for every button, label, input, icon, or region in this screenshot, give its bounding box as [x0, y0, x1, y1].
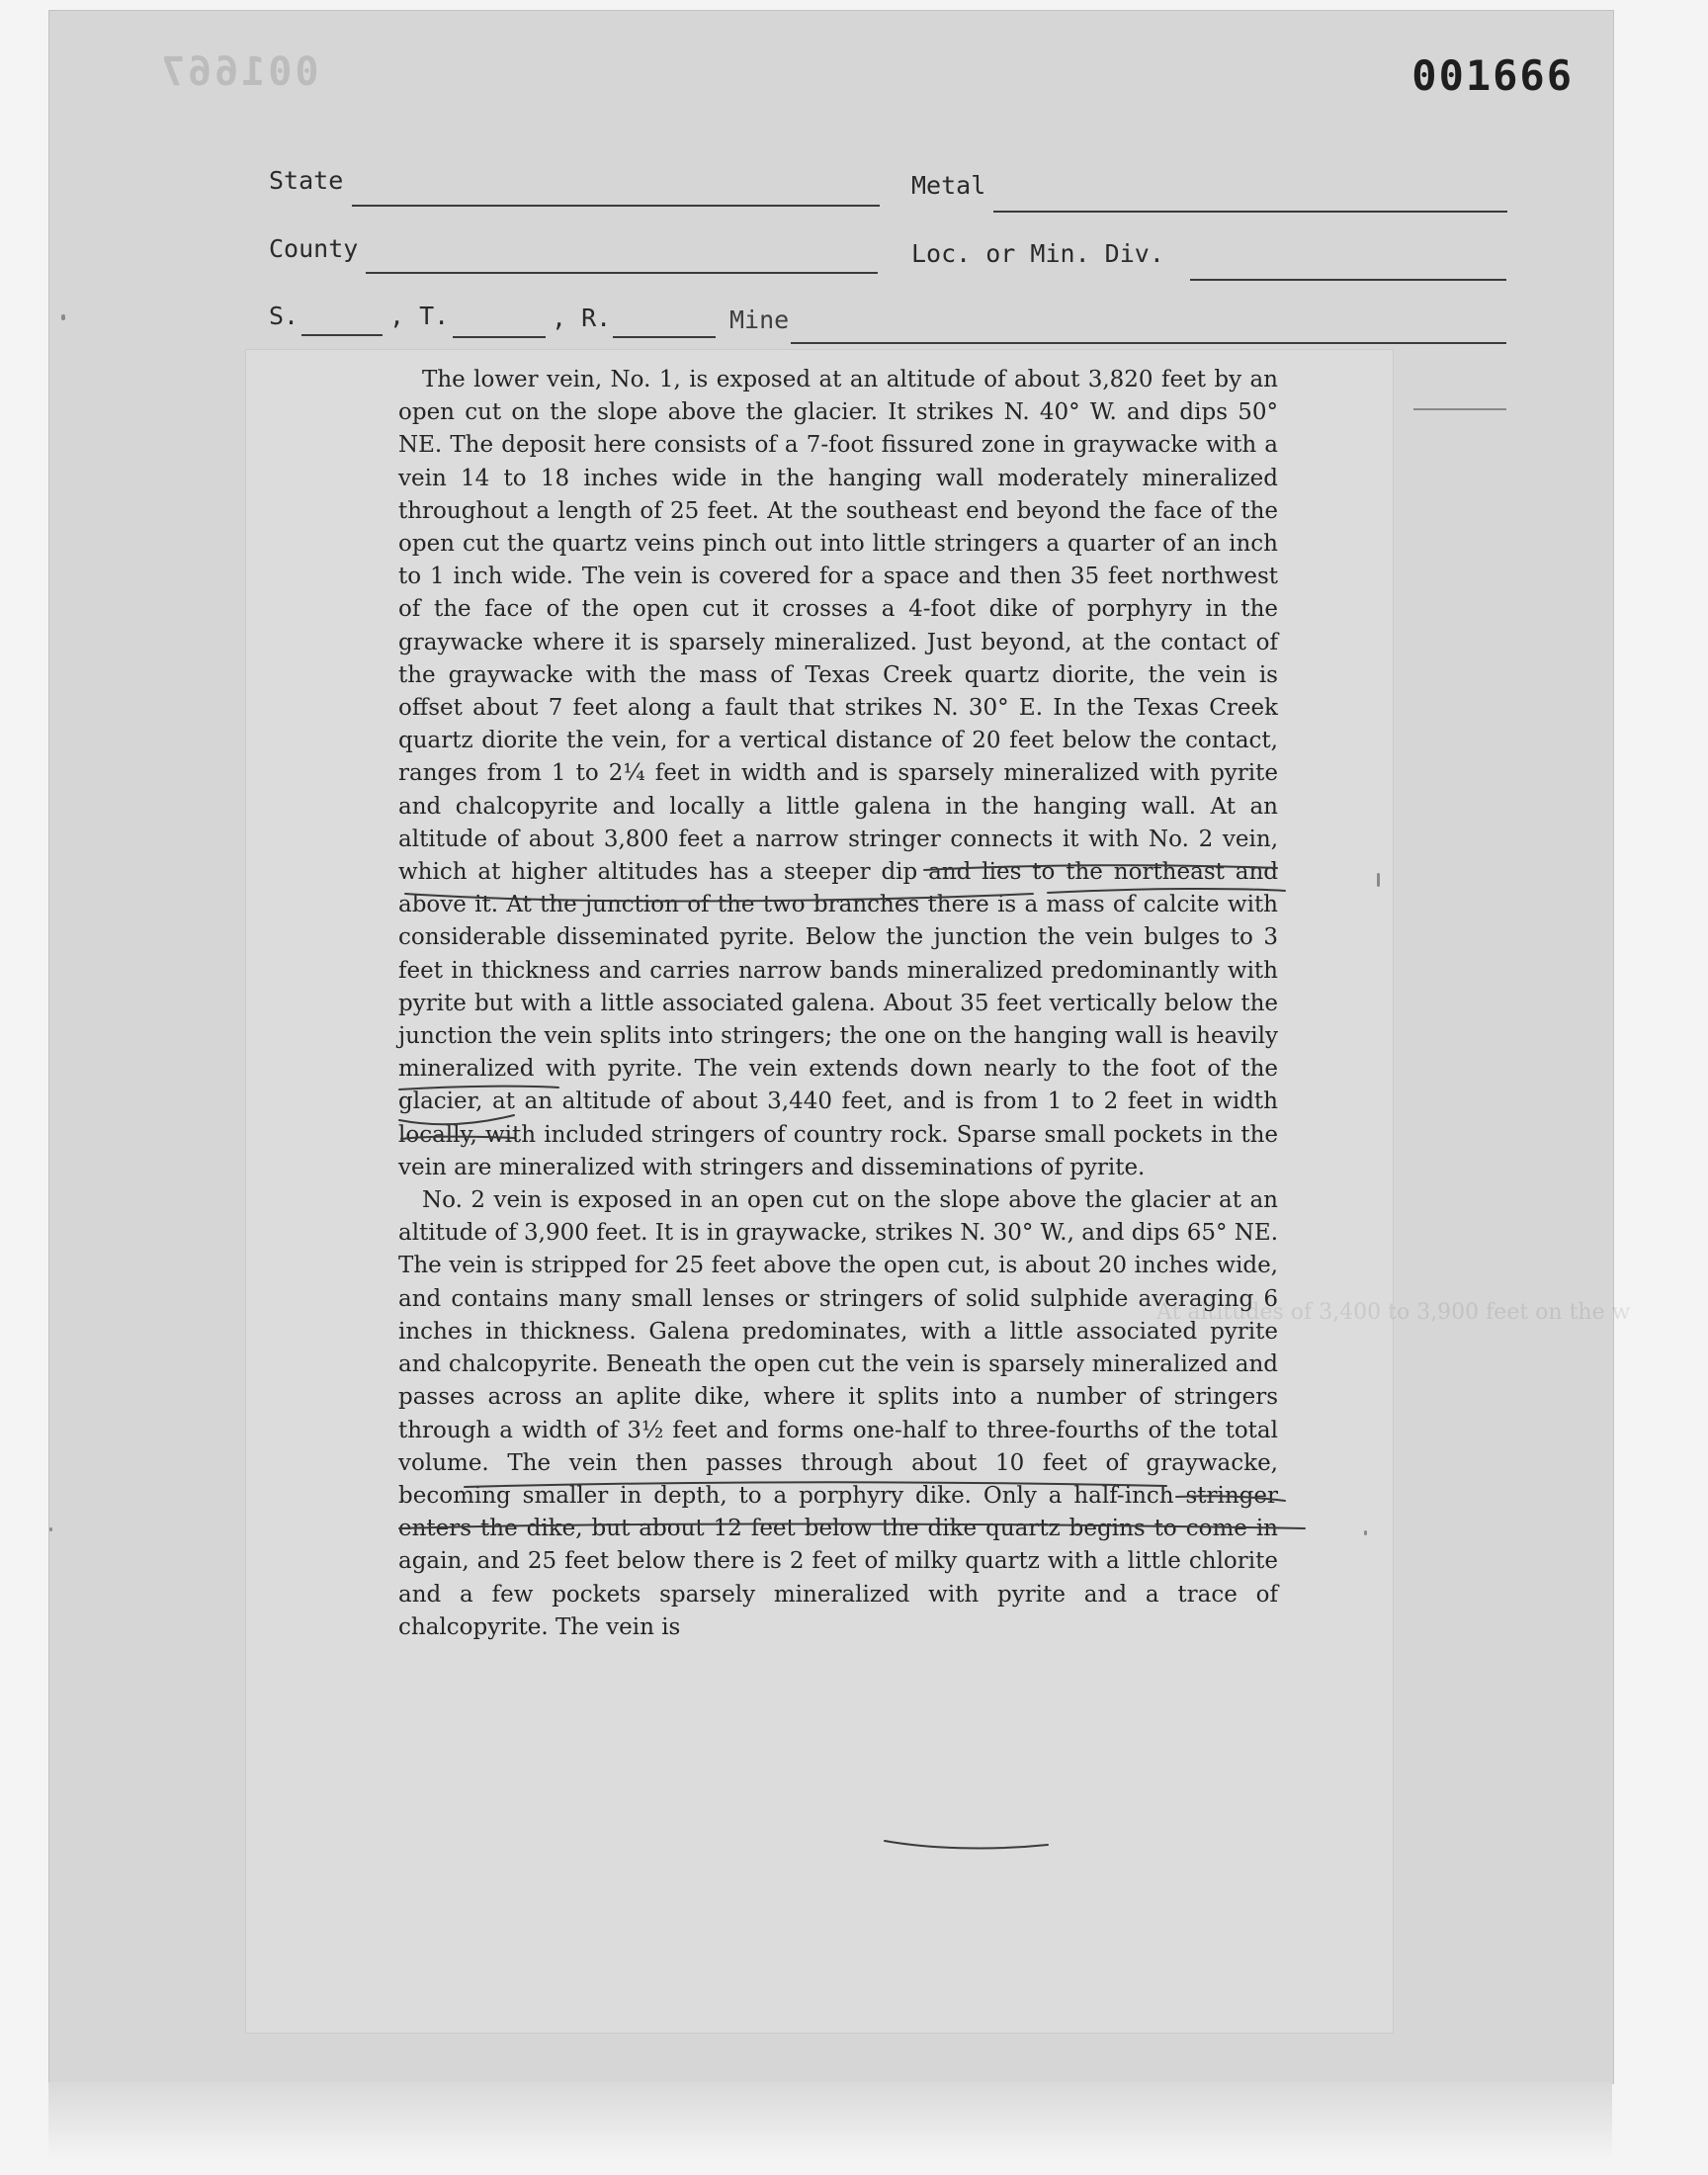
margin-speck — [1364, 1530, 1367, 1535]
underline-predominates — [399, 1524, 1305, 1529]
underline-solid-sulphide — [465, 1482, 1166, 1487]
township-label: , T. — [389, 302, 450, 330]
paragraph-vein-no-2: No. 2 vein is exposed in an open cut on the slope above the glacier at an altitude of 3,900 feet. It is in graywacke, strikes N. 30° W., and dips 65° NE. The vein is stripped for 25 feet above the open cut, is about 20 inches wide, and contains many small lenses or stringers of solid sulphide averaging 6 inches in thickness. Galena predominates, with a little associated pyrite and chalcopyrite. Beneath the open cut the vein is sparsely mineralized and passes across an aplite dike, where it splits into a number of stringers through a width of 3½ feet and forms one-half to three-fourths of the total volume. The vein then passes through about 10 feet of graywacke, becoming smaller in depth, to a porphyry dike. Only a half-inch stringer enters the dike, but about 12 feet below the dike quartz begins to come in again, and 25 feet below there is 2 feet of milky quartz with a little chlorite and a few pockets sparsely mineralized with pyrite and a trace of chalcopyrite. The vein is — [398, 1187, 1279, 1640]
margin-speck — [1377, 873, 1380, 887]
margin-speck — [49, 1527, 52, 1531]
section-label: S. — [269, 302, 299, 330]
underline-locally-galena — [405, 894, 1033, 902]
margin-speck — [61, 314, 65, 320]
underline-into-stringers — [401, 1137, 514, 1139]
paragraph-vein-no-1: The lower vein, No. 1, is exposed at an altitude of about 3,820 feet by an open cut on the slope above the glacier. It strikes N. 40° W. and dips 50° NE. The deposit here consists of a 7-foot fissured zone in graywacke with a vein 14 to 18 inches wide in the hanging wall moderately mineralized throughout a length of 25 feet. At the southeast end beyond the face of the open cut the quartz veins pinch out into little stringers a quarter of an inch to 1 inch wide. The vein is covered for a space and then 35 feet northwest of the face of the open cut it crosses a 4-foot dike of porphyry in the graywacke where it is sparsely mineralized. Just beyond, at the contact of the graywacke with the mass of Texas Creek quartz diorite, the vein is offset about 7 feet along a fault that strikes N. 30° E. In the Texas Creek quartz diorite the vein, for a vertical distance of 20 feet below the contact, ranges from 1 to 2¼ feet in width and is sparsely mineralized with pyrite and chalcopyrite and locally a little galena in the hanging wall. At an altitude of about 3,800 feet a narrow stringer connects it with No. 2 vein, which at higher altitudes has a steeper dip and lies to the northeast and above it. At the junction of the two branches there is a mass of calcite with considerable disseminated pyrite. Below the junction the vein bulges to 3 feet in thickness and carries narrow bands mineralized predominantly with pyrite but with a little associated galena. About 35 feet vertically below the junction the vein splits into stringers; the one on the hanging wall is heavily mineralized with pyrite. The vein extends down nearly to the foot of the glacier, at an altitude of about 3,440 feet, and is from 1 to 2 feet in width locally, with included stringers of country rock. Sparse small pockets in the vein are mineralized with stringers and disseminations of pyrite. — [398, 367, 1278, 1180]
underline-galena-2 — [1176, 1496, 1285, 1501]
document-number: 001666 — [1411, 51, 1574, 100]
mine-label: Mine — [729, 305, 790, 334]
bleed-through-text: At altitudes of 3,400 to 3,900 feet on the w — [1156, 1300, 1631, 1325]
state-label: State — [269, 166, 344, 195]
range-label: , R. — [552, 304, 612, 332]
underline-pyrite-chalcopyrite — [924, 865, 1277, 870]
mirrored-document-number: 001667 — [158, 49, 319, 95]
underline-narrow-stringer — [1048, 889, 1285, 893]
metal-label: Metal — [911, 171, 986, 200]
county-label: County — [269, 234, 359, 263]
underline-mineralized — [399, 1087, 558, 1089]
underline-chalcopyrite — [885, 1841, 1048, 1848]
underline-galena — [399, 1115, 514, 1124]
loc-min-div-label: Loc. or Min. Div. — [911, 239, 1164, 268]
